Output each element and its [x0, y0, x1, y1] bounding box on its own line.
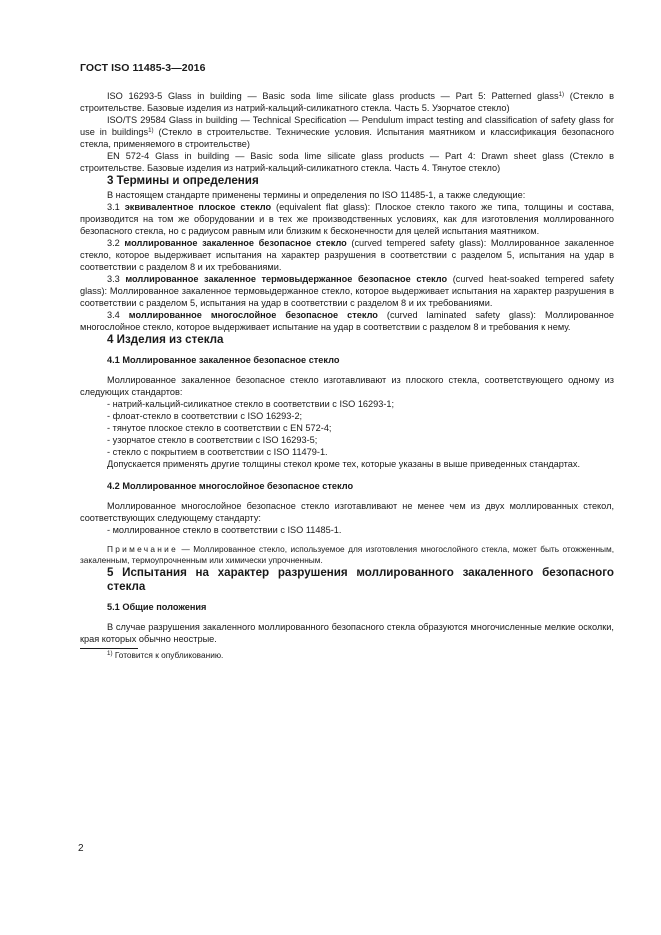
subsection-4-1-tail: Допускается применять другие толщины стекол кроме тех, которые указаны в выше приведенных стандартах. [107, 459, 581, 470]
document-header: ГОСТ ISO 11485-3—2016 [80, 62, 206, 74]
subsection-4-2-intro: Моллированное многослойное безопасное стекло изготавливают не менее чем из двух моллированных стекол, соответствующих следующему стандарту: [80, 501, 614, 524]
subsection-4-1-heading: 4.1 Моллированное закаленное безопасное стекло [107, 354, 340, 365]
footnote-ref: 1) [148, 127, 154, 135]
term-definition: (equivalent flat glass): Плоское стекло такого же типа, толщины и состава, производится на том же оборудовании и в тех же производственных условиях, как для изготовления моллированного безопасного стекла, но с радиусом равным или близким к бесконечности для целей испытания маятником. [80, 201, 615, 236]
reference-en-572-4: EN 572-4 Glass in building — Basic soda lime silicate glass products — Part 4: Drawn sheet glass (Стекло в строительстве. Базовые изделия из натрий-кальций-силикатного стекла. Часть 4. Тянутое стекло) [80, 151, 614, 174]
list-item: - натрий-кальций-силикатное стекло в соответствии с ISO 16293-1; [107, 399, 395, 410]
page-number: 2 [78, 843, 84, 854]
term-name: моллированное закаленное термовыдержанное безопасное стекло [125, 274, 448, 285]
subsection-4-2-heading: 4.2 Моллированное многослойное безопасное стекло [107, 481, 354, 492]
term-definition: (curved heat-soaked tempered safety glass): Моллированное закаленное термовыдержанное стекло, которое выдерживает испытания на характер разрушения в соответствии с разделом 5, испытания на удар в соответствии с разделом 8 и их требованиями. [80, 274, 614, 309]
footnote-divider [80, 648, 138, 649]
subsection-5-1-heading: 5.1 Общие положения [107, 601, 207, 612]
reference-text: ISO 16293-5 Glass in building — Basic soda lime silicate glass products — Part 5: Patterned glass [107, 91, 559, 101]
term-number: 3.4 [107, 310, 129, 321]
list-item: - стекло с покрытием в соответствии с ISO 11479-1. [107, 447, 328, 458]
term-3-4 [80, 309, 614, 333]
term-definition: (curved laminated safety glass): Моллированное многослойное стекло, которое выдерживает испытание на удар в соответствии с разделом 8 и требования к нему. [80, 310, 614, 333]
term-3-2 [80, 237, 614, 273]
footnote [80, 650, 614, 661]
footnote-text: Готовится к опубликованию. [112, 649, 224, 660]
reference-text: ISO/TS 29584 Glass in building — Technical Specification — Pendulum impact testing and classification of safety glass for use in buildings [80, 115, 614, 138]
term-definition: (curved tempered safety glass): Моллированное закаленное стекло, которое выдерживает испытания на характер разрушения в соответствии с разделом 5, испытания на удар в соответствии с разделом 8 и их требованиями. [80, 238, 615, 273]
term-name: эквивалентное плоское стекло [124, 201, 272, 212]
term-number: 3.1 [107, 201, 125, 212]
document-body [80, 90, 614, 661]
term-number: 3.3 [107, 274, 126, 285]
list-item: - узорчатое стекло в соответствии с ISO 16293-5; [107, 435, 318, 446]
reference-translation: (Стекло в строительстве. Базовые изделия из натрий-кальций-силикатного стекла. Часть 5. Узорчатое стекло) [80, 91, 615, 114]
term-3-3 [80, 273, 614, 309]
term-name: моллированное многослойное безопасное стекло [128, 310, 378, 321]
reference-translation: (Стекло в строительстве. Технические условия. Испытания маятником и классификация безопасного стекла, применяемого в строительстве) [80, 127, 614, 150]
section-5-heading: 5 Испытания на характер разрушения моллированного закаленного безопасного стекла [107, 565, 614, 593]
note-text: — Моллированное стекло, используемое для изготовления многослойного стекла, может быть отожженным, закаленным, термоупрочненным или химически упрочненным. [80, 543, 614, 565]
reference-iso-ts-29584 [80, 114, 614, 150]
subsection-5-1-text: В случае разрушения закаленного моллированного безопасного стекла образуются многочисленные мелкие осколки, края которых обычно неострые. [80, 621, 614, 644]
term-number: 3.2 [107, 238, 125, 249]
section-4-heading: 4 Изделия из стекла [107, 333, 224, 347]
term-name: моллированное закаленное безопасное стекло [124, 238, 347, 249]
list-item: - тянутое плоское стекло в соответствии с EN 572-4; [107, 423, 332, 434]
footnote-ref: 1) [558, 91, 565, 98]
list-item: - моллированное стекло в соответствии с ISO 11485-1. [107, 525, 342, 536]
section-3-intro: В настоящем стандарте применены термины и определения по ISO 11485-1, а также следующие: [107, 189, 526, 200]
term-3-1 [80, 201, 614, 237]
note [80, 544, 614, 566]
reference-iso-16293-5 [80, 90, 614, 114]
note-label: Примечание [107, 543, 179, 554]
section-3-heading: 3 Термины и определения [107, 174, 259, 188]
subsection-4-1-intro: Моллированное закаленное безопасное стекло изготавливают из плоского стекла, соответствующего одному из следующих стандартов: [80, 374, 614, 397]
list-item: - флоат-стекло в соответствии с ISO 16293-2; [107, 411, 303, 422]
footnote-mark: 1) [107, 649, 113, 657]
